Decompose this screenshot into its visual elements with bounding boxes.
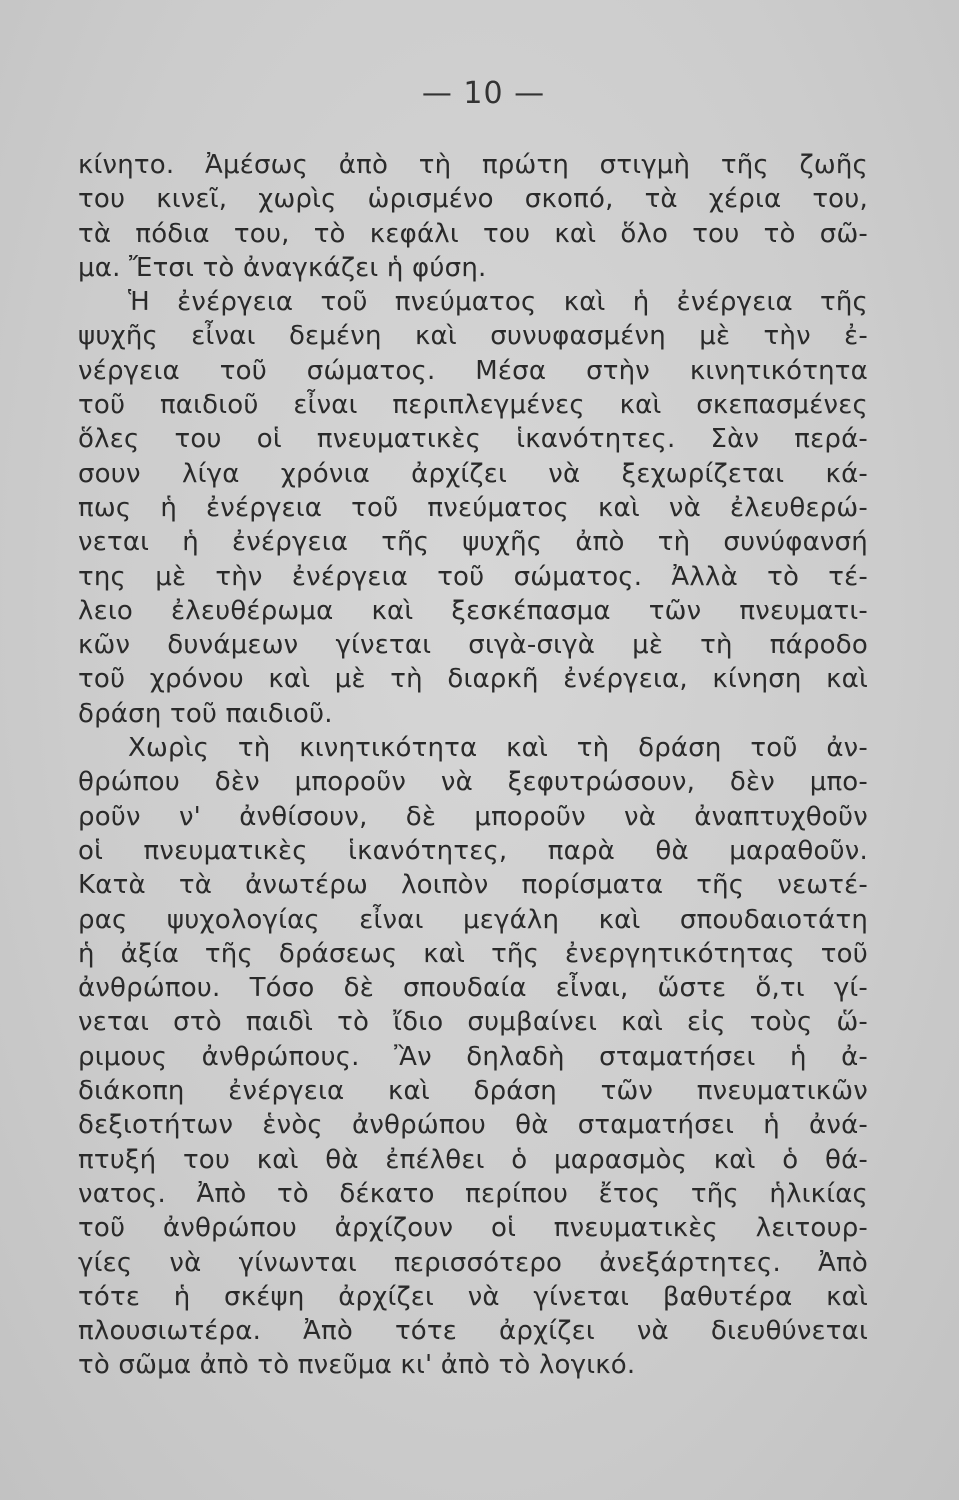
text-line: πτυξή του καὶ θὰ ἐπέλθει ὁ μαρασμὸς καὶ ὁ θά- bbox=[78, 1144, 868, 1175]
text-line: τότε ἡ σκέψη ἀρχίζει νὰ γίνεται βαθυτέρα καὶ bbox=[78, 1281, 868, 1312]
text-line: ἀνθρώπου. Τόσο δὲ σπουδαία εἶναι, ὥστε ὅ,τι γί- bbox=[78, 973, 868, 1004]
text-line: κίνητο. Ἀμέσως ἀπὸ τὴ πρώτη στιγμὴ τῆς ζωῆς bbox=[78, 150, 868, 180]
text-line: νεται ἡ ἐνέργεια τῆς ψυχῆς ἀπὸ τὴ συνύφανσή bbox=[78, 527, 868, 558]
page-number: — 10 — bbox=[421, 76, 546, 111]
text-line: τοῦ χρόνου καὶ μὲ τὴ διαρκῆ ἐνέργεια, κίνηση καὶ bbox=[78, 664, 868, 695]
text-line: της μὲ τὴν ἐνέργεια τοῦ σώματος. Ἀλλὰ τὸ τέ- bbox=[78, 561, 868, 592]
text-line: διάκοπη ἐνέργεια καὶ δράση τῶν πνευματικῶν bbox=[78, 1076, 868, 1107]
text-line: δεξιοτήτων ἑνὸς ἀνθρώπου θὰ σταματήσει ἡ ἀνά- bbox=[78, 1110, 868, 1141]
text-line: τὰ πόδια του, τὸ κεφάλι του καὶ ὅλο του τὸ σῶ- bbox=[78, 218, 868, 249]
body-text bbox=[78, 148, 868, 1383]
text-line: σουν λίγα χρόνια ἀρχίζει νὰ ξεχωρίζεται κά- bbox=[78, 458, 868, 489]
text-line: πως ἡ ἐνέργεια τοῦ πνεύματος καὶ νὰ ἐλευθερώ- bbox=[78, 492, 868, 523]
text-line: νατος. Ἀπὸ τὸ δέκατο περίπου ἔτος τῆς ἡλικίας bbox=[78, 1178, 868, 1209]
text-line: δράση τοῦ παιδιοῦ. bbox=[78, 698, 333, 729]
text-line: ριμους ἀνθρώπους. Ἂν δηλαδὴ σταματήσει ἡ ἀ- bbox=[78, 1041, 868, 1072]
text-line: ρας ψυχολογίας εἶναι μεγάλη καὶ σπουδαιοτάτη bbox=[78, 904, 868, 935]
text-line: τὸ σῶμα ἀπὸ τὸ πνεῦμα κι' ἀπὸ τὸ λογικό. bbox=[78, 1350, 636, 1381]
text-line: Χωρὶς τὴ κινητικότητα καὶ τὴ δράση τοῦ ἀν- bbox=[128, 733, 868, 764]
text-line: λειο ἐλευθέρωμα καὶ ξεσκέπασμα τῶν πνευματι- bbox=[78, 595, 868, 626]
text-line: κῶν δυνάμεων γίνεται σιγὰ-σιγὰ μὲ τὴ πάροδο bbox=[78, 630, 868, 661]
text-line: μα. Ἔτσι τὸ ἀναγκάζει ἡ φύση. bbox=[78, 252, 487, 283]
text-line: ὅλες του οἱ πνευματικὲς ἱκανότητες. Σὰν περά- bbox=[78, 424, 868, 455]
text-line: του κινεῖ, χωρὶς ὡρισμένο σκοπό, τὰ χέρια του, bbox=[78, 184, 868, 215]
text-line: τοῦ παιδιοῦ εἶναι περιπλεγμένες καὶ σκεπασμένες bbox=[78, 390, 868, 421]
text-line: Ἡ ἐνέργεια τοῦ πνεύματος καὶ ἡ ἐνέργεια τῆς bbox=[128, 287, 868, 318]
text-line: Κατὰ τὰ ἀνωτέρω λοιπὸν πορίσματα τῆς νεωτέ- bbox=[78, 870, 868, 901]
text-line: γίες νὰ γίνωνται περισσότερο ἀνεξάρτητες. Ἀπὸ bbox=[78, 1247, 868, 1278]
text-line: ροῦν ν' ἀνθίσουν, δὲ μποροῦν νὰ ἀναπτυχθοῦν bbox=[78, 801, 868, 832]
text-line: ψυχῆς εἶναι δεμένη καὶ συνυφασμένη μὲ τὴν ἐ- bbox=[78, 321, 868, 352]
text-line: τοῦ ἀνθρώπου ἀρχίζουν οἱ πνευματικὲς λειτουρ- bbox=[78, 1213, 868, 1244]
text-line: ἡ ἀξία τῆς δράσεως καὶ τῆς ἐνεργητικότητας τοῦ bbox=[78, 938, 868, 969]
text-line: οἱ πνευματικὲς ἱκανότητες, παρὰ θὰ μαραθοῦν. bbox=[78, 835, 868, 866]
text-line: θρώπου δὲν μποροῦν νὰ ξεφυτρώσουν, δὲν μπο- bbox=[78, 767, 868, 798]
text-line: νεται στὸ παιδὶ τὸ ἴδιο συμβαίνει καὶ εἰς τοὺς ὥ- bbox=[78, 1007, 868, 1038]
text-line: νέργεια τοῦ σώματος. Μέσα στὴν κινητικότητα bbox=[78, 355, 868, 386]
text-line: πλουσιωτέρα. Ἀπὸ τότε ἀρχίζει νὰ διευθύνεται bbox=[78, 1316, 868, 1347]
